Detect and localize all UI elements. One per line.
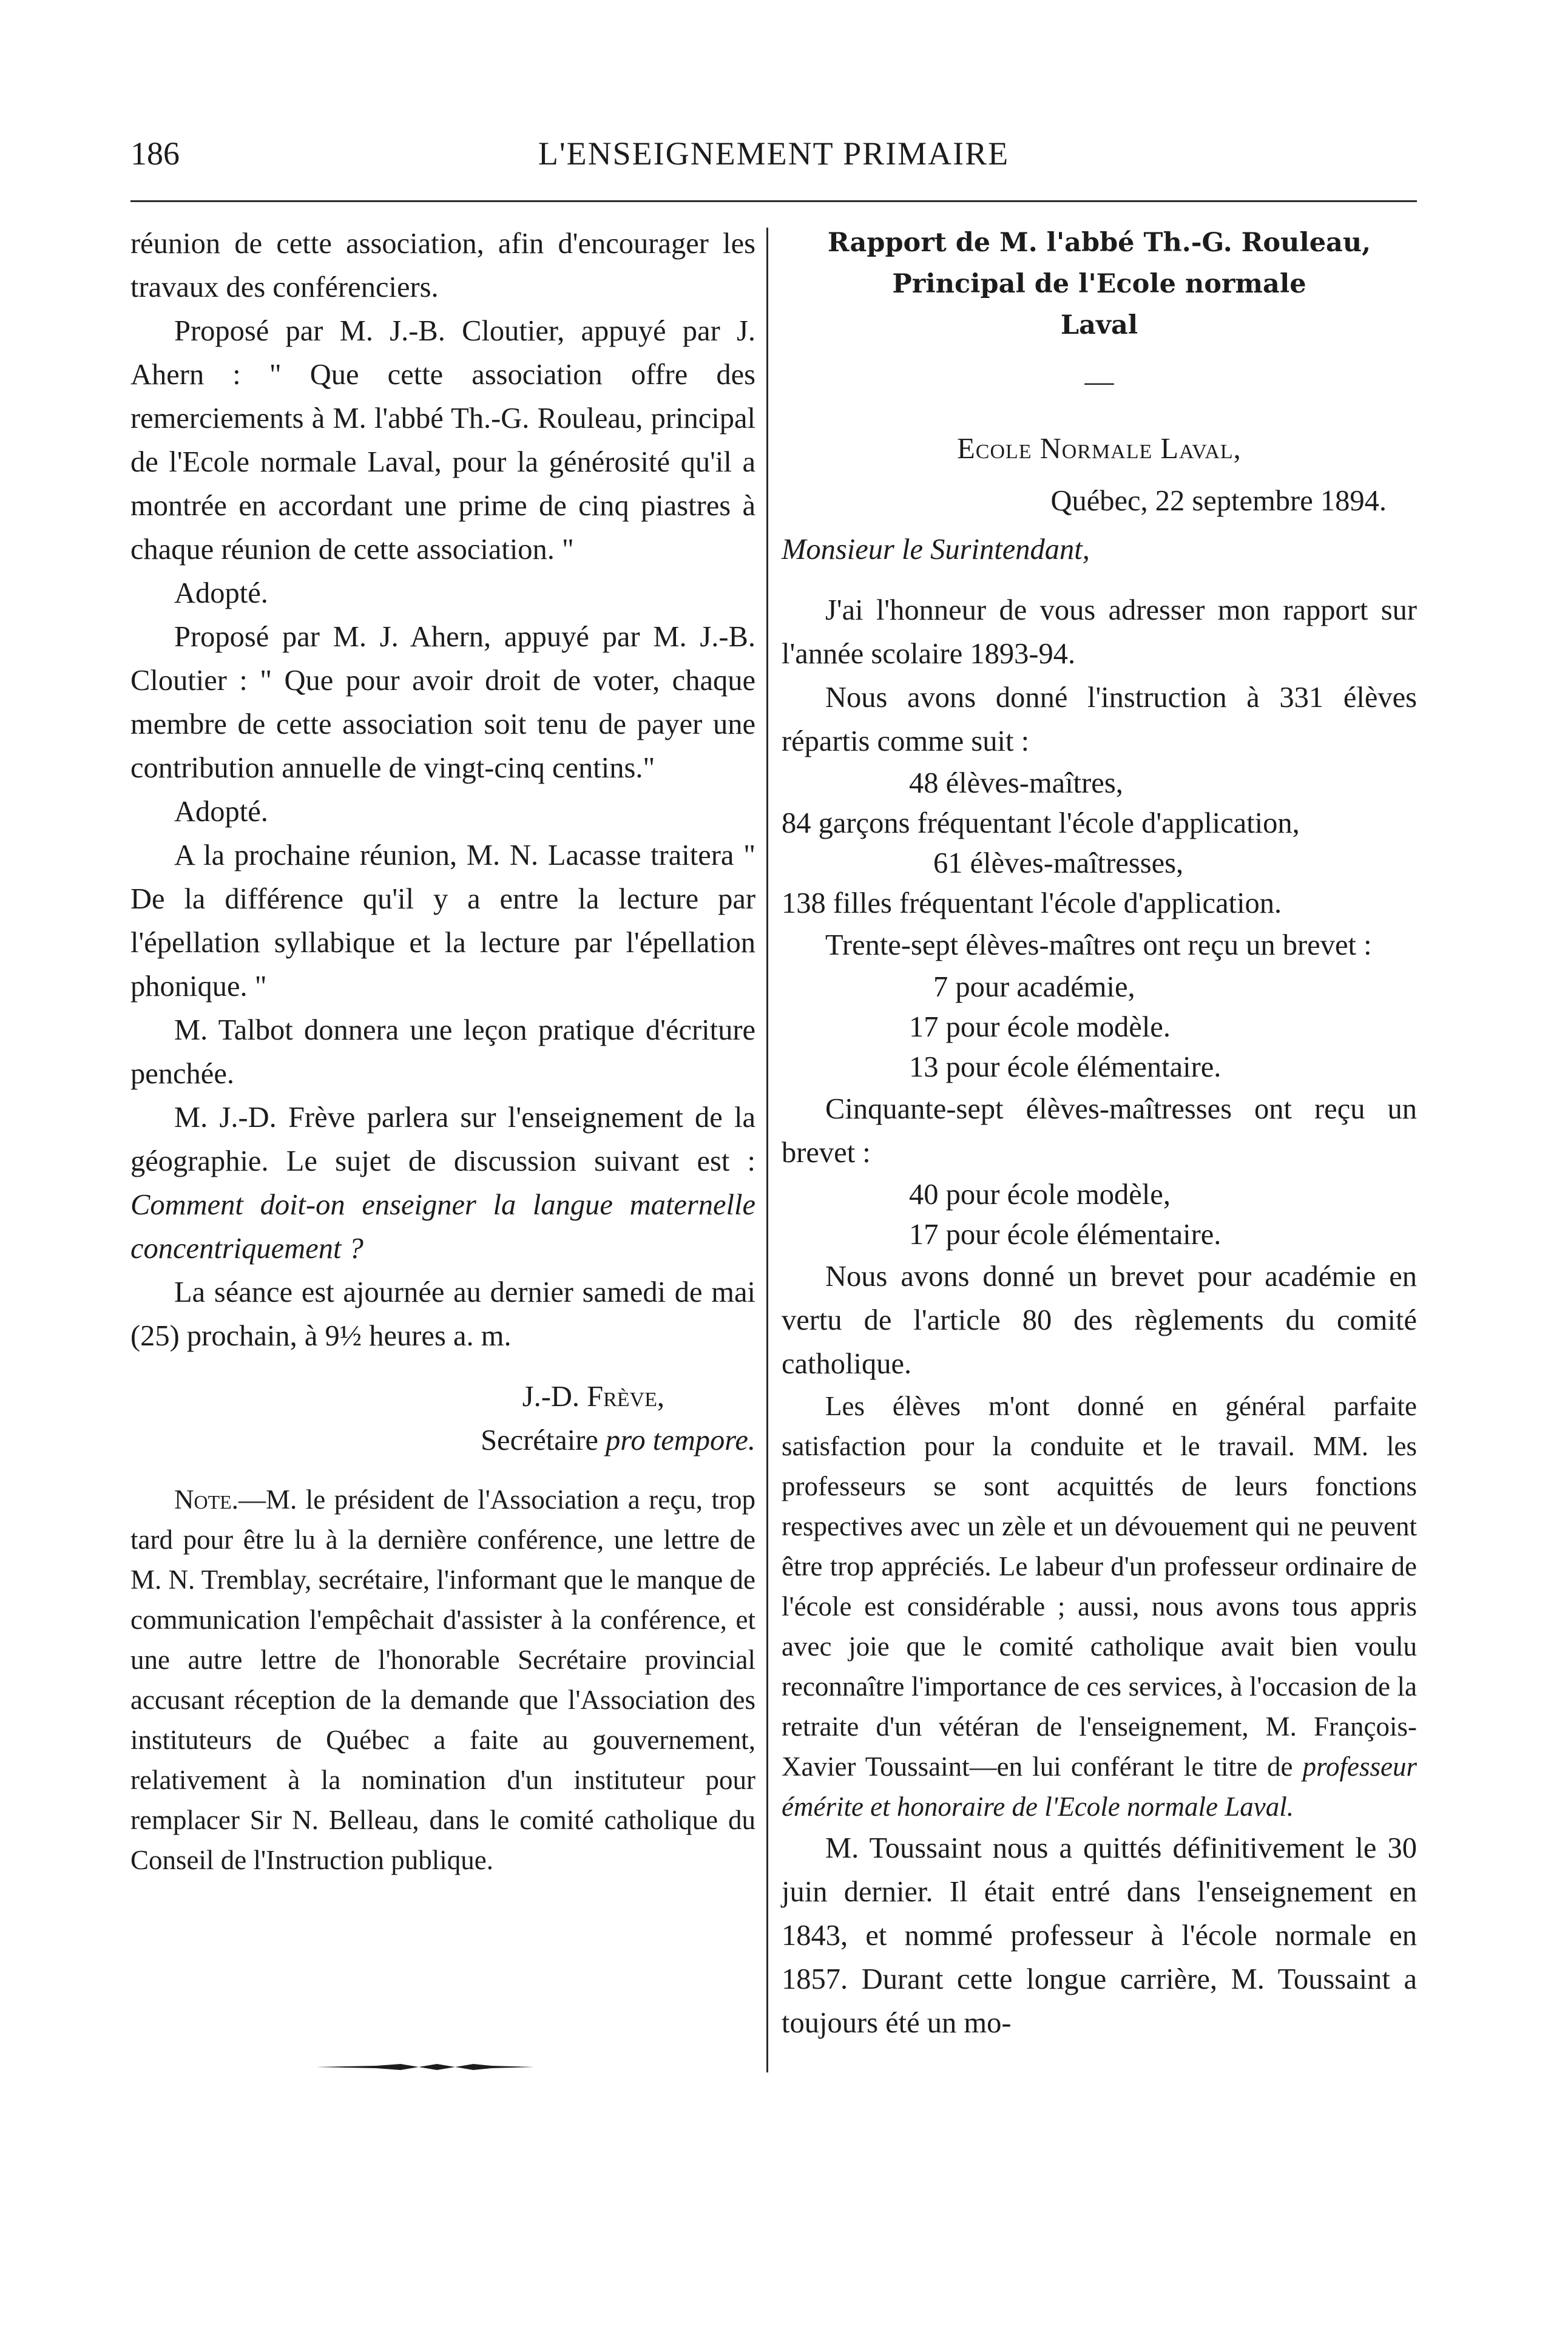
header-rule (130, 200, 1417, 202)
paragraph: M. Talbot donnera une leçon pratique d'écriture penchée. (130, 1014, 755, 1090)
signature-name: J.-D. Frève, (522, 1381, 664, 1413)
paragraph: Nous avons donné un brevet pour académie en vertu de l'article 80 des règlements du comité catholique. (782, 1260, 1417, 1380)
paragraph: réunion de cette association, afin d'encourager les travaux des conférenciers. (130, 228, 755, 303)
running-title: L'ENSEIGNEMENT PRIMAIRE (538, 135, 1010, 172)
list-item: 48 élèves-maîtres, (909, 767, 1123, 799)
list-item: 40 pour école modèle, (909, 1179, 1171, 1211)
paragraph-text: M. J.-D. Frève parlera sur l'enseignement de la géographie. Le sujet de discussion suivant est : (130, 1101, 755, 1177)
paragraph: Trente-sept élèves-maîtres ont reçu un brevet : (825, 929, 1372, 961)
paragraph: A la prochaine réunion, M. N. Lacasse traitera " De la différence qu'il y a entre la lecture par l'épellation syllabique et la lecture par l'épellation phonique. " (130, 839, 755, 1003)
list-item: 84 garçons fréquentant l'école d'application, (782, 807, 1300, 839)
list-item: 17 pour école élémentaire. (909, 1219, 1222, 1251)
signature-role-italic: pro tempore. (606, 1424, 755, 1456)
report-title-line: Principal de l'Ecole normale (892, 269, 1306, 299)
list-item: 13 pour école élémentaire. (909, 1051, 1222, 1083)
signature-role (130, 1419, 755, 1463)
paragraph: Nous avons donné l'instruction à 331 élèves répartis comme suit : (782, 682, 1417, 757)
paragraph: Cinquante-sept élèves-maîtresses ont reçu un brevet : (782, 1093, 1417, 1169)
date-line: Québec, 22 septembre 1894. (1050, 485, 1387, 517)
adopted-line: Adopté. (174, 796, 268, 828)
list-item: 61 élèves-maîtresses, (933, 847, 1184, 879)
list-item: 138 filles fréquentant l'école d'application. (782, 887, 1282, 919)
paragraph: J'ai l'honneur de vous adresser mon rapport sur l'année scolaire 1893-94. (782, 594, 1417, 670)
paragraph-text: Les élèves m'ont donné en général parfaite satisfaction pour la conduite et le travail. MM. les professeurs se sont acquittés de leurs fonctions respectives avec un zèle et un dévouement qui ne peuvent être trop appréciés. Le labeur d'un professeur ordinaire de l'école est considérable ; aussi, nous avons tous appris avec joie que le comité catholique avait bien voulu reconnaître l'importance de ces services, à l'occasion de la retraite d'un vétéran de l'enseignement, M. François-Xavier Toussaint—en lui conférant le titre de (782, 1391, 1417, 1782)
paragraph: M. Toussaint nous a quittés définitivement le 30 juin dernier. Il était entré dans l'enseignement en 1843, et nommé professeur à l'école normale en 1857. Durant cette longue carrière, M. Toussaint a toujours été un mo- (782, 1832, 1417, 2039)
adopted-line: Adopté. (174, 577, 268, 609)
salutation: Monsieur le Surintendant, (782, 533, 1090, 566)
report-title-line: Rapport de M. l'abbé Th.-G. Rouleau, (827, 228, 1371, 258)
right-column (782, 222, 1417, 2045)
report-title-line: Laval (1060, 310, 1138, 340)
note-label: Note. (174, 1484, 238, 1515)
page-header (130, 135, 1417, 183)
paragraph: La séance est ajournée au dernier samedi de mai (25) prochain, à 9½ heures a. m. (130, 1276, 755, 1352)
discussion-topic: Comment doit-on enseigner la langue maternelle concentriquement ? (130, 1189, 755, 1265)
paragraph: Proposé par M. J.-B. Cloutier, appuyé par J. Ahern : " Que cette association offre des remerciements à M. l'abbé Th.-G. Rouleau, principal de l'Ecole normale Laval, pour la générosité qu'il a montrée en accordant une prime de cinq piastres à chaque réunion de cette association. " (130, 315, 755, 566)
paragraph: Proposé par M. J. Ahern, appuyé par M. J.-B. Cloutier : " Que pour avoir droit de voter, chaque membre de cette association soit tenu de payer une contribution annuelle de vingt-cinq centins." (130, 621, 755, 784)
paragraph (782, 1386, 1417, 1827)
honorary-title: professeur émérite et honoraire de l'Ecole normale Laval. (782, 1751, 1417, 1822)
note-text: —M. le président de l'Association a reçu, trop tard pour être lu à la dernière conférence, une lettre de M. N. Tremblay, secrétaire, l'informant que le manque de communication l'empêchait d'assister à la conférence, et une autre lettre de l'honorable Secrétaire provincial accusant réception de la demande que l'Association des instituteurs de Québec a faite au gouvernement, relativement à la nomination d'un instituteur pour remplacer Sir N. Belleau, dans le comité catholique du Conseil de l'Instruction publique. (130, 1484, 755, 1875)
note-paragraph (130, 1480, 755, 1880)
school-name: Ecole Normale Laval, (957, 433, 1242, 465)
ornament-divider (316, 2060, 534, 2074)
page-number: 186 (130, 135, 180, 172)
dash-separator: — (1084, 365, 1114, 397)
signature-role-text: Secrétaire (481, 1424, 606, 1456)
column-divider (766, 228, 768, 2072)
left-column (130, 222, 755, 1880)
list-item: 7 pour académie, (933, 971, 1135, 1003)
list-item: 17 pour école modèle. (909, 1011, 1171, 1043)
paragraph (130, 1096, 755, 1271)
